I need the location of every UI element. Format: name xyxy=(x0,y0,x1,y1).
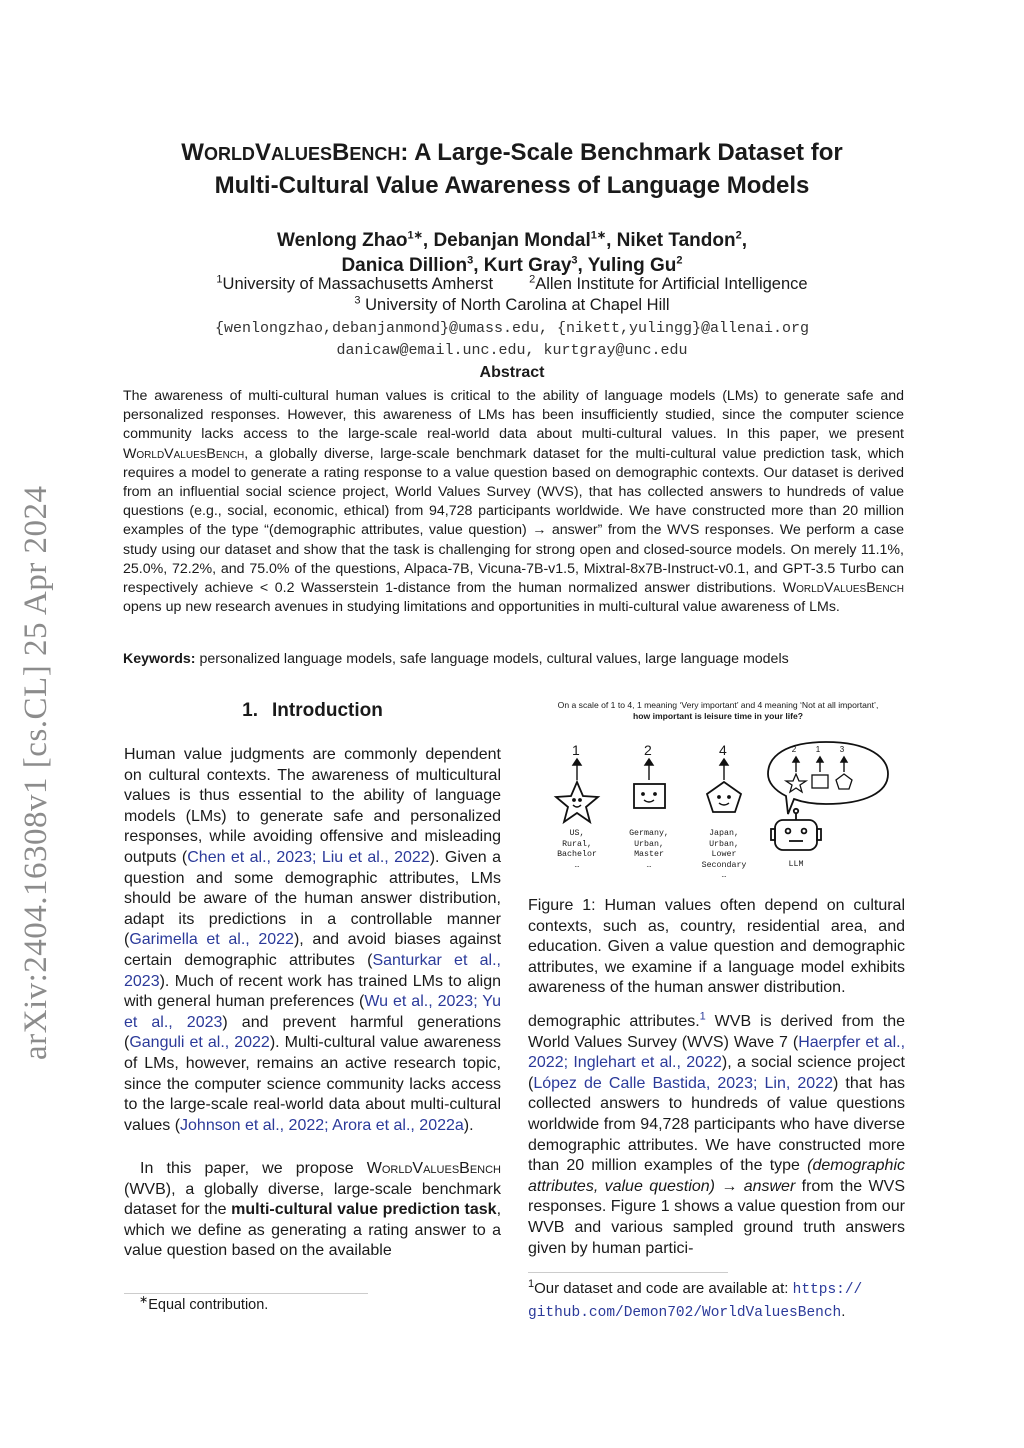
citation-link[interactable]: Garimella et al., 2022 xyxy=(129,931,294,949)
bubble-rank: 2 xyxy=(791,745,797,754)
figure-1 xyxy=(530,700,906,890)
abstract-heading: Abstract xyxy=(479,364,545,381)
footnote-equal-contribution: ∗Equal contribution. xyxy=(139,1294,269,1313)
square-person-icon xyxy=(634,784,665,808)
footnote-rule xyxy=(528,1272,728,1273)
author-emails: {wenlongzhao,debanjanmond}@umass.edu, {nikett,yulingg}@allenai.org danicaw@email.unc.edu, kurtgray@unc.edu xyxy=(214,320,810,359)
demographics-germany: Germany, Urban, Master … xyxy=(629,829,669,870)
answer-rank-1: 1 xyxy=(572,742,580,758)
arrowhead-icon xyxy=(573,759,581,765)
paper-title: WORLDVALUESBENCH: A Large-Scale Benchmark Dataset for Multi-Cultural Value Awareness of Language Models xyxy=(181,139,843,199)
intro-paragraph-2: In this paper, we propose WorldValuesBench (WVB), a globally diverse, large-scale benchmark dataset for the multi-cultural value prediction task, which we define as generating a rating answer to a value question based on the available xyxy=(124,1160,502,1260)
answer-rank-2: 2 xyxy=(644,742,652,758)
right-paragraph: demographic attributes.$^1$ WVB is derived from the World Values Survey (WVS) Wave 7 (Haerpfer et al., 2022; Inglehart et al., 2022), a social science project (López de Calle Bastida, 2023; Lin, 2022) that has collected answers to hundreds of value questions worldwide from 94,728 participants who have diverse demographic attributes. We have constructed more than 20 million examples of the type (demographic attributes, value question) → answer from the WVS responses. Figure 1 shows a value question from our WVB and various sampled ground truth answers given by human partici- xyxy=(528,1010,906,1257)
citation-link[interactable]: Haerpfer et al., 2022; Inglehart et al., 2022 xyxy=(528,1033,906,1072)
intro-paragraph-1: Human value judgments are commonly dependent on cultural contexts. The awareness of multicultural values is thus essential to the ability of language models (LMs) to generate safe and personalized responses, while avoiding offensive and misleading outputs (Chen et al., 2023; Liu et al., 2022). Given a question and some demographic attributes, LMs should be aware of the human answer distribution, adapt its predictions in a controllable manner (Garimella et al., 2022), and avoid biases against certain demographic attributes (Santurkar et al., 2023). Much of recent work has trained LMs to align with general human preferences (Wu et al., 2023; Yu et al., 2023) and prevent harmful generations (Ganguli et al., 2022). Multi-cultural value awareness of LMs, however, remains an active research topic, since the computer science community lacks access to the large-scale real-world data about multi-cultural values (Johnson et al., 2022; Arora et al., 2022a). xyxy=(124,746,502,1134)
title-line-2: Multi-Cultural Value Awareness of Language Models xyxy=(214,172,810,199)
star-person-icon xyxy=(556,782,598,822)
answer-rank-3: 4 xyxy=(719,742,727,758)
citation-link[interactable]: Santurkar et al., 2023 xyxy=(124,951,502,990)
footnote-1: $^1$Our dataset and code are available at: https:// github.com/Demon702/WorldValuesBench. xyxy=(528,1278,863,1321)
demographics-japan: Japan, Urban, Lower Secondary … xyxy=(701,829,747,880)
bubble-rank: 1 xyxy=(815,745,821,754)
demographics-us: US, Rural, Bachelor … xyxy=(557,829,597,870)
affiliations: $^1$University of Massachusetts Amherst $^2$Allen Institute for Artificial Intelligence $^3$ University of North Carolina at Chapel Hill xyxy=(216,273,808,314)
abstract-body: The awareness of multi-cultural human values is critical to the ability of language models (LMs) to generate safe and personalized responses. However, this awareness of LMs has been insufficiently studied, since the computer science community lacks access to the large-scale real-world data about multi-cultural values. In this paper, we present WorldValuesBench, a globally diverse, large-scale benchmark dataset for the multi-cultural value prediction task, which requires a model to generate a rating response to a value question based on demographic contexts. Our dataset is derived from an influential social science project, World Values Survey (WVS), that has collected answers to hundreds of value questions (e.g., social, economic, ethical) from 94,728 participants worldwide. We have constructed more than 20 million examples of the type “(demographic attributes, value question) → answer” from the WVS responses. We perform a case study using our dataset and show that the task is challenging for strong open and closed-source models. On merely 11.1%, 25.0%, 72.2%, and 75.0% of the questions, Alpaca-7B, Vicuna-7B-v1.5, Mixtral-8x7B-Instruct-v0.1, and GPT-3.5 Turbo can respectively achieve < 0.2 Wasserstein 1-distance from the human normalized answer distributions. WorldValuesBench opens up new research avenues in studying limitations and opportunities in multi-cultural value awareness of LMs. xyxy=(123,388,904,616)
llm-label: LLM xyxy=(788,860,804,869)
keywords: Keywords: personalized language models, safe language models, cultural values, large language models xyxy=(123,651,789,667)
dataset-url-link[interactable]: https:// xyxy=(792,1282,863,1298)
citation-link[interactable]: Ganguli et al., 2022 xyxy=(129,1034,270,1052)
citation-link[interactable]: Johnson et al., 2022; Arora et al., 2022a xyxy=(180,1116,464,1134)
robot-llm-icon xyxy=(771,809,821,850)
section-heading: 1. Introduction xyxy=(242,700,383,721)
pentagon-person-icon xyxy=(707,782,741,812)
author-list: Wenlong Zhao$^{1∗}$, Debanjan Mondal$^{1∗}$, Niket Tandon$^2$, Danica Dillion$^3$, Kurt Gray$^3$, Yuling Gu$^2$ xyxy=(277,229,747,276)
footnote-ref[interactable]: 1 xyxy=(699,1010,706,1023)
figure-1-caption: Figure 1: Human values often depend on cultural contexts, such as, country, residential area, and education. Given a value question and demographic attributes, we examine if a language model exhibits awareness of the human answer distribution. xyxy=(528,897,905,997)
arxiv-stamp: arXiv:2404.16308v1 [cs.CL] 25 Apr 2024 xyxy=(18,485,54,1060)
footnote-rule xyxy=(124,1293,368,1294)
arrowhead-icon xyxy=(720,759,728,765)
figure-question: On a scale of 1 to 4, 1 meaning ‘Very important’ and 4 meaning ‘Not at all important’, how important is leisure time in your life? xyxy=(557,700,879,721)
citation-link[interactable]: Wu et al., 2023; Yu et al., 2023 xyxy=(124,993,501,1031)
citation-link[interactable]: López de Calle Bastida, 2023; Lin, 2022 xyxy=(533,1074,833,1092)
dataset-url-link[interactable]: github.com/Demon702/WorldValuesBench xyxy=(528,1305,842,1321)
arrowhead-icon xyxy=(645,759,653,765)
citation-link[interactable]: Chen et al., 2023; Liu et al., 2022 xyxy=(187,848,430,866)
bubble-rank: 3 xyxy=(839,745,845,754)
